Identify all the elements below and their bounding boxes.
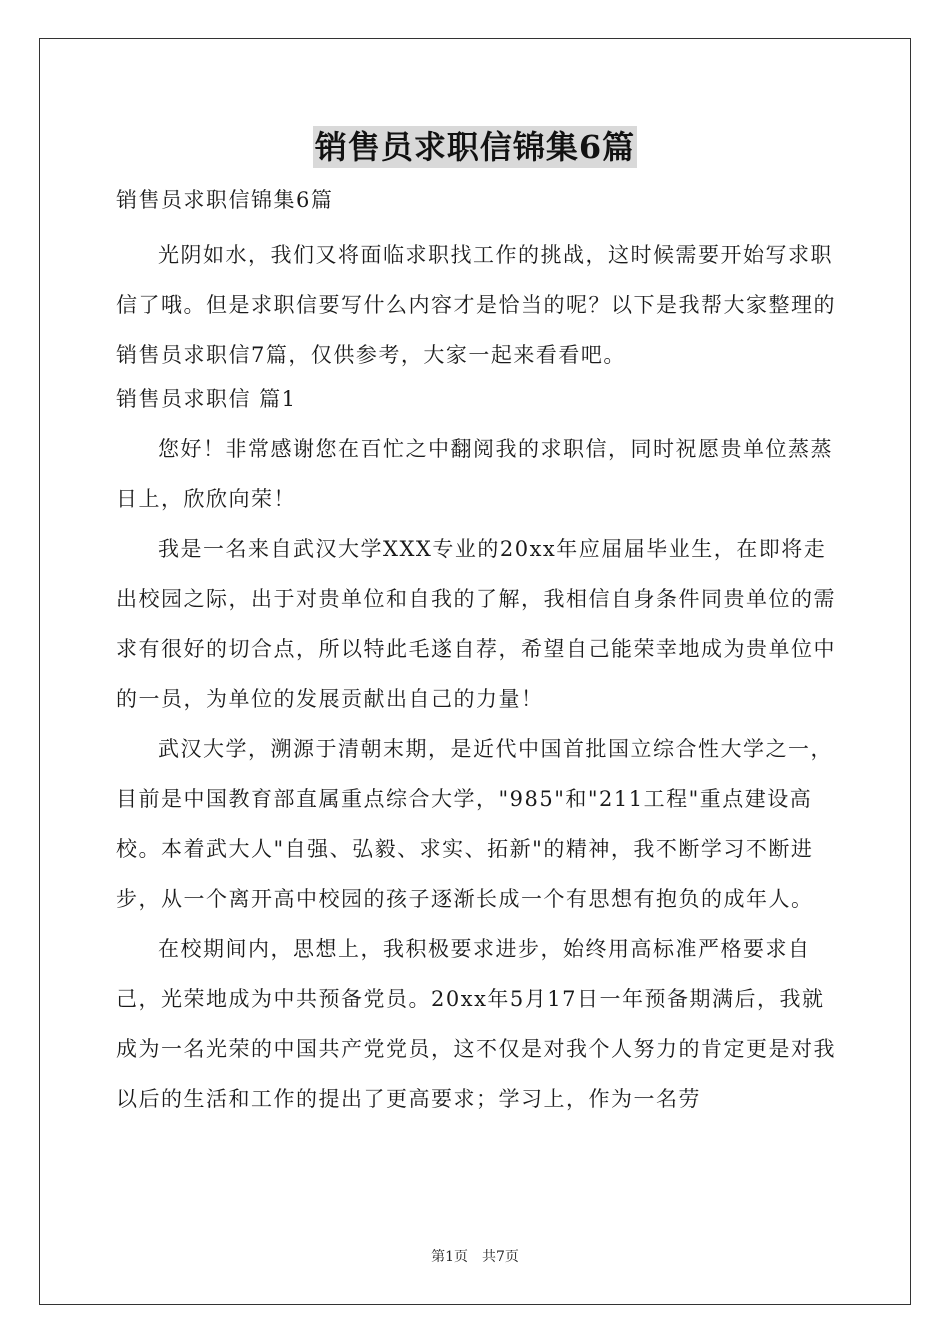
title-container <box>0 126 950 168</box>
document-title: 销售员求职信锦集6篇 <box>314 128 636 166</box>
page-number-total: 共7页 <box>482 1249 519 1265</box>
page-number-current: 第1页 <box>431 1249 468 1265</box>
section-heading-1: 销售员求职信 篇1 <box>116 387 297 411</box>
paragraph-self-intro: 我是一名来自武汉大学XXX专业的20xx年应届届毕业生，在即将走出校园之际，出于对贵单位和自我的了解，我相信自身条件同贵单位的需求有很好的切合点，所以特此毛遂自荐，希望自己能荣幸地成为贵单位中的一员，为单位的发展贡献出自己的力量！ <box>116 537 836 711</box>
paragraph-school-period: 在校期间内，思想上，我积极要求进步，始终用高标准严格要求自己，光荣地成为中共预备党员。20xx年5月17日一年预备期满后，我就成为一名光荣的中国共产党党员，这不仅是对我个人努力的肯定更是对我以后的生活和工作的提出了更高要求；学习上，作为一名劳 <box>116 937 836 1111</box>
paragraph-university: 武汉大学，溯源于清朝末期，是近代中国首批国立综合性大学之一，目前是中国教育部直属重点综合大学，"985"和"211工程"重点建设高校。本着武大人"自强、弘毅、求实、拓新"的精神，我不断学习不断进步，从一个离开高中校园的孩子逐渐长成一个有思想有抱负的成年人。 <box>116 737 833 911</box>
document-body <box>116 180 836 1124</box>
paragraph-greeting: 您好！非常感谢您在百忙之中翻阅我的求职信，同时祝愿贵单位蒸蒸日上，欣欣向荣！ <box>116 437 833 511</box>
paragraph-intro: 光阴如水，我们又将面临求职找工作的挑战，这时候需要开始写求职信了哦。但是求职信要写什么内容才是恰当的呢？以下是我帮大家整理的销售员求职信7篇，仅供参考，大家一起来看看吧。 <box>116 243 836 367</box>
page-footer <box>0 1246 950 1266</box>
document-subtitle: 销售员求职信锦集6篇 <box>116 188 334 212</box>
